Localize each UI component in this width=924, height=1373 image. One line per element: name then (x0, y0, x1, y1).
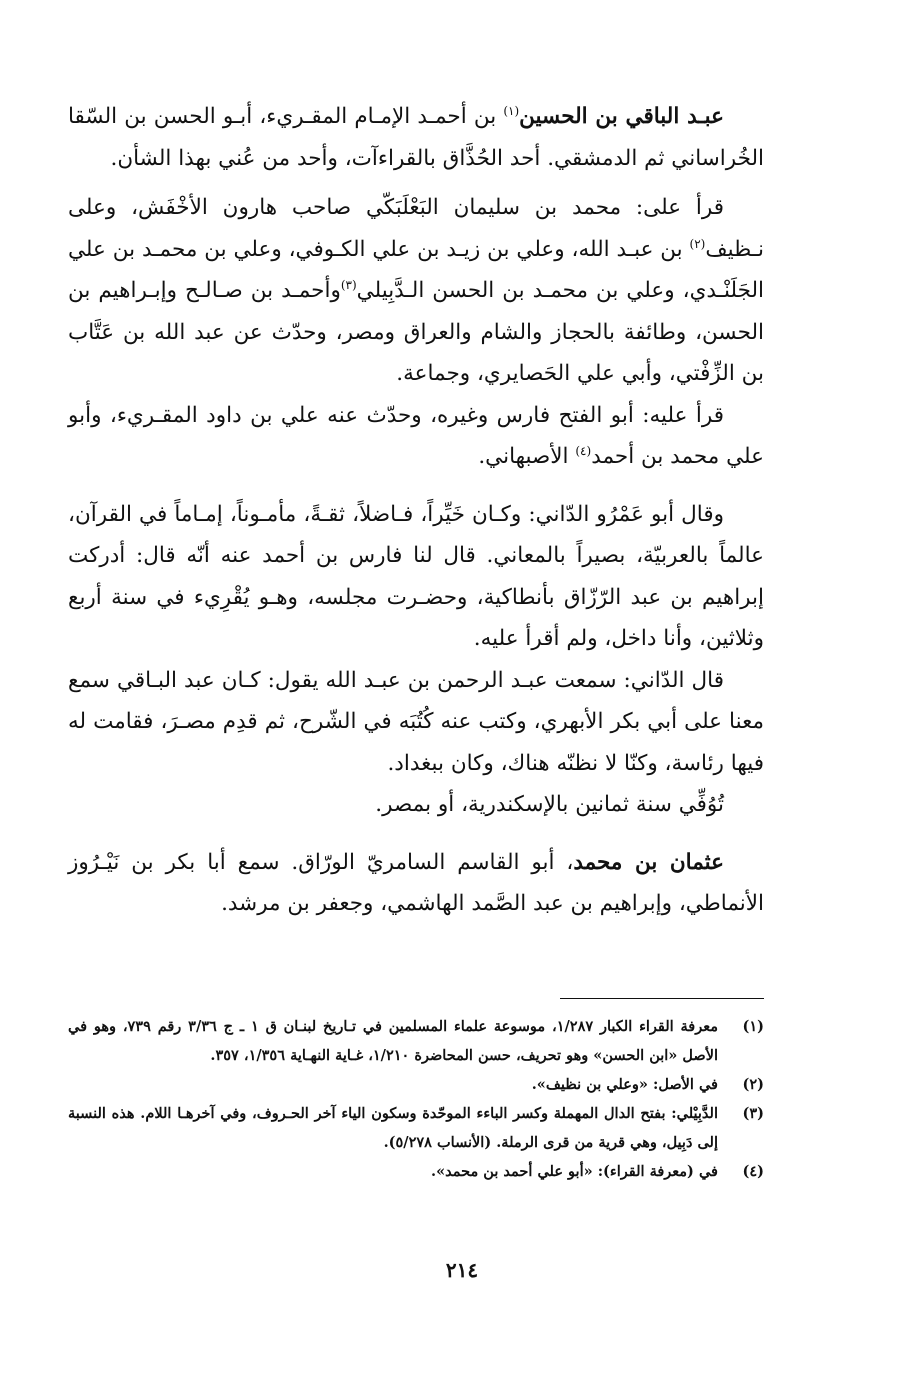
teachers-text-2: بن عبـد الله، وعلي بن زيـد بن علي الكـوفي، وعلي بن محمـد بن علي الجَلَنْـدي، وعلي بن محمـد بن الحسن الـدَّبِيلي (68, 236, 764, 303)
footnote-ref-2: (٢) (689, 236, 706, 251)
footnote-text: في (معرفة القراء): «أبو علي أحمد بن محمد». (431, 1163, 718, 1180)
entry-2 (68, 842, 764, 925)
footnote-ref-4: (٤) (575, 443, 592, 458)
entry-1-dani-quote: وقال أبو عَمْرُو الدّاني: وكـان خَيِّراً، فـاضلاً، ثقـةً، مأمـوناً، إمـاماً في القرآن، عالماً بالعربيّة، بصيراً بالمعاني. قال لنا فارس بن أحمد عنه أنّه قال: أدركت إبراهيم بن عبد الرّزّاق بأنطاكية، وحضـرت مجلسه، وهـو يُقْرِيء في سنة أربع وثلاثين، وأنا داخل، ولم أقرأ عليه. (68, 501, 764, 651)
footnote-number: (٢) (742, 1076, 764, 1093)
entry-2-text: ، أبو القاسم السامريّ الورّاق. سمع أبا بكر بن نَيْـرُوز الأنماطي، وإبراهيم بن عبد الصَّمد الهاشمي، وجعفر بن مرشد. (68, 849, 764, 916)
footnote-1 (68, 1012, 764, 1070)
footnote-ref-1: (١) (503, 103, 520, 118)
teachers-text-3: وأحمـد بن صـالـح وإبـراهيم بن الحسن، وطائفة بالحجاز والشام والعراق ومصر، وحدّث عن عبد الله بن عَتَّاب بن الزِّفْتي، وأبي علي الحَصايري، وجماعة. (68, 278, 764, 386)
entry-1-name: عبـد الباقي بن الحسين (519, 104, 724, 129)
footnote-ref-3: (٣) (340, 277, 357, 292)
entry-1-dani-second: قال الدّاني: سمعت عبـد الرحمن بن عبـد الله يقول: كـان عبد البـاقي سمع معنا على أبي بكر الأبهري، وكتب عنه كُتُبَه في الشّرح، ثم قدِم مصـرَ، فقامت له فيها رئاسة، وكنّا لا نظنّه هناك، وكان ببغداد. (68, 667, 764, 776)
entry-1-students (68, 395, 764, 478)
footnotes (68, 1012, 764, 1186)
students-text-2: الأصبهاني. (478, 444, 576, 469)
footnote-number: (٣) (742, 1105, 764, 1122)
footnote-3 (68, 1099, 764, 1157)
entry-1-death: تُوُفِّي سنة ثمانين بالإسكندرية، أو بمصر. (375, 792, 724, 817)
students-text-1: قرأ عليه: أبو الفتح فارس وغيره، وحدّث عنه علي بن داود المقـريء، وأبو علي محمد بن أحمد (68, 402, 764, 469)
page-number: ٢١٤ (445, 1258, 479, 1282)
entry-1-lead (68, 96, 764, 179)
footnote-text: في الأصل: «وعلي بن نظيف». (531, 1076, 718, 1093)
footnote-4 (68, 1157, 764, 1186)
footnote-number: (٤) (742, 1163, 764, 1180)
entry-1-teachers (68, 187, 764, 395)
footnote-number: (١) (742, 1018, 764, 1035)
footnote-text: الدَّبِيْلي: بفتح الدال المهملة وكسر الباءء الموحّدة وسكون الياء آخر الحـروف، وفي آخرهـا اللام. هذه النسبة إلى دَبِيل، وهي قرية من قرى الرملة. (الأنساب ٥/٢٧٨). (68, 1105, 718, 1151)
entry-2-name: عثمان بن محمد (573, 849, 724, 875)
entry-1-lead-text: بن أحمـد الإمـام المقـريء، أبـو الحسن بن السّقا الخُراساني ثم الدمشقي. أحد الحُذَّاق بالقراءآت، وأحد من عُني بهذا الشأن. (68, 104, 764, 171)
footnote-separator (560, 998, 764, 999)
teachers-text-1: قرأ على: محمد بن سليمان البَعْلَبَكّي صاحب هارون الأخْفَش، وعلى نـظيف (68, 195, 764, 262)
footnote-2 (68, 1070, 764, 1099)
footnote-text: معرفة القراء الكبار ١/٢٨٧، موسوعة علماء المسلمين في تـاريخ لبنـان ق ١ ـ ج ٣/٣٦ رقم ٧٣٩، وهو في الأصل «ابن الحسن» وهو تحريف، حسن المحاضرة ١/٢١٠، غـاية النهـاية ١/٣٥٦، ٣٥٧. (68, 1018, 719, 1064)
main-text (68, 96, 764, 925)
